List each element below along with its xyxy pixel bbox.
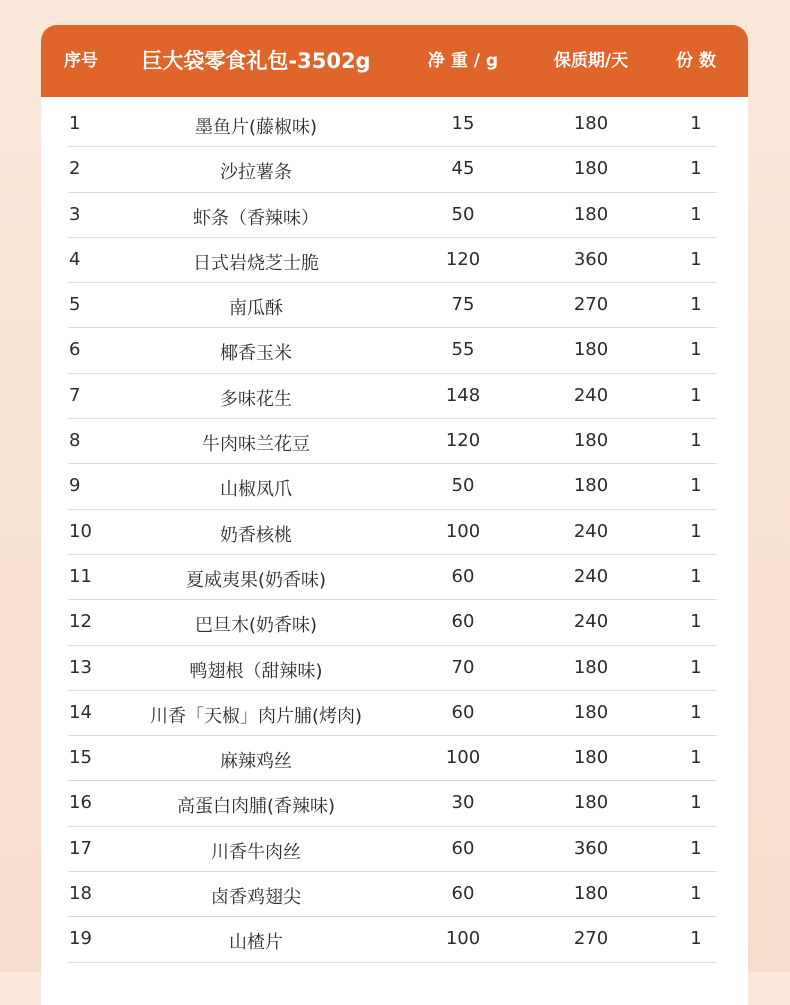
row-weight: 70 <box>451 656 475 678</box>
row-name: 多味花生 <box>220 388 292 410</box>
row-name: 虾条（香辣味） <box>193 207 319 229</box>
row-name: 夏威夷果(奶香味) <box>185 569 327 591</box>
row-name: 日式岩烧芝士脆 <box>193 252 319 274</box>
snack-table-card <box>41 25 748 1005</box>
row-index: 11 <box>69 565 92 587</box>
row-weight: 45 <box>451 158 475 180</box>
row-quantity: 1 <box>690 611 702 633</box>
row-shelf-life: 180 <box>573 701 609 723</box>
row-quantity: 1 <box>690 158 702 180</box>
row-shelf-life: 180 <box>573 203 609 225</box>
table-row <box>41 781 748 826</box>
row-weight: 60 <box>451 565 475 587</box>
row-divider <box>68 962 717 963</box>
header-title: 巨大袋零食礼包-3502g <box>141 49 371 73</box>
row-name: 南瓜酥 <box>229 298 283 320</box>
table-row <box>41 419 748 464</box>
row-quantity: 1 <box>690 520 702 542</box>
row-weight: 60 <box>451 611 475 633</box>
row-quantity: 1 <box>690 701 702 723</box>
row-name: 巴旦木(奶香味) <box>194 615 318 637</box>
row-quantity: 1 <box>690 792 702 814</box>
table-row <box>41 283 748 328</box>
row-shelf-life: 180 <box>573 430 609 452</box>
table-row <box>41 510 748 555</box>
row-weight: 100 <box>445 520 481 542</box>
row-name: 高蛋白肉脯(香辣味) <box>176 796 336 818</box>
header-shelf-life: 保质期/天 <box>553 51 629 71</box>
row-index: 8 <box>69 430 81 452</box>
row-quantity: 1 <box>690 294 702 316</box>
row-weight: 60 <box>451 883 475 905</box>
row-weight: 120 <box>445 248 481 270</box>
row-shelf-life: 180 <box>573 883 609 905</box>
row-shelf-life: 180 <box>573 475 609 497</box>
row-quantity: 1 <box>690 565 702 587</box>
row-index: 2 <box>69 158 81 180</box>
table-row <box>41 193 748 238</box>
row-weight: 75 <box>451 294 475 316</box>
row-name: 卤香鸡翅尖 <box>211 887 301 909</box>
row-weight: 55 <box>451 339 475 361</box>
table-row <box>41 555 748 600</box>
row-quantity: 1 <box>690 928 702 950</box>
header-weight: 净 重 / g <box>427 51 499 71</box>
row-quantity: 1 <box>690 339 702 361</box>
row-quantity: 1 <box>690 430 702 452</box>
row-quantity: 1 <box>690 656 702 678</box>
row-name: 椰香玉米 <box>220 343 292 365</box>
table-row <box>41 374 748 419</box>
row-index: 14 <box>69 701 92 723</box>
row-shelf-life: 240 <box>573 520 609 542</box>
row-index: 1 <box>69 113 81 134</box>
row-weight: 50 <box>451 475 475 497</box>
row-index: 6 <box>69 339 81 361</box>
table-row <box>41 102 748 147</box>
row-index: 9 <box>69 475 81 497</box>
row-name: 川香「天椒」肉片脯(烤肉) <box>149 705 363 727</box>
row-weight: 100 <box>445 928 481 950</box>
row-name: 奶香核桃 <box>220 524 292 546</box>
row-name: 山椒凤爪 <box>220 479 292 501</box>
row-index: 16 <box>69 792 92 814</box>
row-shelf-life: 180 <box>573 792 609 814</box>
row-index: 10 <box>69 520 92 542</box>
row-index: 19 <box>69 928 92 950</box>
table-row <box>41 736 748 781</box>
row-weight: 100 <box>445 747 481 769</box>
table-row <box>41 917 748 962</box>
row-quantity: 1 <box>690 248 702 270</box>
row-name: 沙拉薯条 <box>220 162 292 184</box>
row-name: 山楂片 <box>229 932 283 954</box>
header-quantity: 份 数 <box>676 51 716 71</box>
row-quantity: 1 <box>690 475 702 497</box>
row-name: 牛肉味兰花豆 <box>202 434 310 456</box>
row-index: 12 <box>69 611 92 633</box>
row-shelf-life: 270 <box>573 294 609 316</box>
table-row <box>41 464 748 509</box>
table-row <box>41 600 748 645</box>
row-name: 鸭翅根（甜辣味) <box>189 660 323 682</box>
row-shelf-life: 180 <box>573 158 609 180</box>
table-row <box>41 827 748 872</box>
row-weight: 120 <box>445 430 481 452</box>
row-quantity: 1 <box>690 384 702 406</box>
row-index: 3 <box>69 203 81 225</box>
row-shelf-life: 180 <box>573 747 609 769</box>
table-row <box>41 646 748 691</box>
row-quantity: 1 <box>690 837 702 859</box>
row-shelf-life: 360 <box>573 837 609 859</box>
row-name: 川香牛肉丝 <box>211 841 301 863</box>
row-weight: 15 <box>451 113 475 134</box>
row-shelf-life: 240 <box>573 611 609 633</box>
row-index: 4 <box>69 248 81 270</box>
table-body <box>41 102 748 963</box>
row-shelf-life: 240 <box>573 384 609 406</box>
row-index: 18 <box>69 883 92 905</box>
row-quantity: 1 <box>690 747 702 769</box>
table-row <box>41 147 748 192</box>
row-shelf-life: 180 <box>573 656 609 678</box>
row-shelf-life: 180 <box>573 339 609 361</box>
table-row <box>41 691 748 736</box>
table-row <box>41 238 748 283</box>
row-quantity: 1 <box>690 113 702 134</box>
row-index: 17 <box>69 837 92 859</box>
row-shelf-life: 180 <box>573 113 609 134</box>
row-index: 15 <box>69 747 92 769</box>
row-name: 墨鱼片(藤椒味) <box>194 117 318 138</box>
row-weight: 148 <box>445 384 481 406</box>
row-quantity: 1 <box>690 883 702 905</box>
table-header <box>41 25 748 97</box>
row-shelf-life: 360 <box>573 248 609 270</box>
row-weight: 60 <box>451 837 475 859</box>
row-quantity: 1 <box>690 203 702 225</box>
table-row <box>41 328 748 373</box>
row-weight: 30 <box>451 792 475 814</box>
row-shelf-life: 270 <box>573 928 609 950</box>
row-weight: 60 <box>451 701 475 723</box>
row-index: 13 <box>69 656 92 678</box>
row-weight: 50 <box>451 203 475 225</box>
table-row <box>41 872 748 917</box>
row-shelf-life: 240 <box>573 565 609 587</box>
row-name: 麻辣鸡丝 <box>220 751 292 773</box>
row-index: 5 <box>69 294 81 316</box>
row-index: 7 <box>69 384 81 406</box>
header-index: 序号 <box>64 51 98 71</box>
